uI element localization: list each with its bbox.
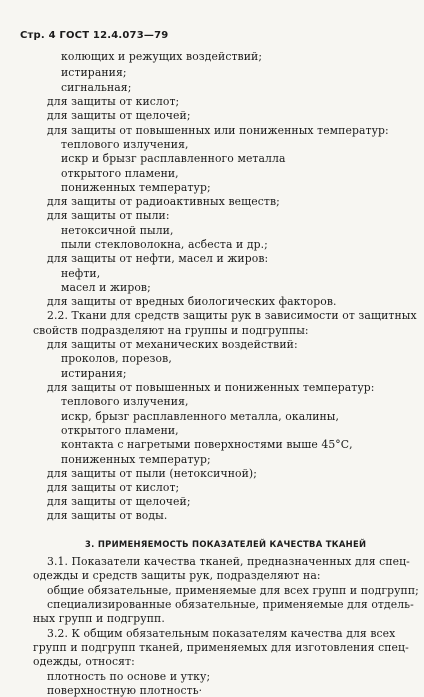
text-line: 3.2. К общим обязательным показателям качества для всех [47,627,396,640]
text-line: для защиты от нефти, масел и жиров: [47,252,269,265]
text-line: для защиты от повышенных и пониженных температур: [47,381,375,394]
text-line: специализированные обязательные, применяемые для отдель- [47,598,414,611]
page-header: Стр. 4 ГОСТ 12.4.073—79 [20,30,169,41]
text-line: одежды, относят: [33,655,135,668]
text-line: для защиты от повышенных или пониженных температур: [47,124,389,137]
text-line: открытого пламени, [61,167,179,180]
text-line: для защиты от механических воздействий: [47,338,298,351]
text-line: для защиты от пыли (нетоксичной); [47,467,257,480]
text-line: открытого пламени, [61,424,179,437]
text-line: проколов, порезов, [61,352,172,365]
text-line: 3.1. Показатели качества тканей, предназначенных для спец- [47,555,410,568]
text-line: одежды и средств защиты рук, подразделяют на: [33,569,321,582]
text-line: для защиты от радиоактивных веществ; [47,195,280,208]
text-line: колющих и режущих воздействий; [61,50,263,63]
text-line: для защиты от кислот; [47,481,180,494]
text-line: поверхностную плотность· [47,684,203,697]
text-line: групп и подгрупп тканей, применяемых для изготовления спец- [33,641,409,654]
text-line: масел и жиров; [61,281,151,294]
text-line: теплового излучения, [61,395,189,408]
text-line: 2.2. Ткани для средств защиты рук в зависимости от защитных [47,309,417,322]
text-line: ных групп и подгрупп. [33,612,165,625]
text-line: общие обязательные, применяемые для всех групп и подгрупп; [47,584,419,597]
text-line: для защиты от пыли: [47,209,170,222]
text-line: контакта с нагретыми поверхностями выше 45°С, [61,438,353,451]
text-line: теплового излучения, [61,138,189,151]
section-title: 3. ПРИМЕНЯЕМОСТЬ ПОКАЗАТЕЛЕЙ КАЧЕСТВА ТКАНЕЙ [85,539,367,549]
text-line: для защиты от воды. [47,509,168,522]
text-line: нефти, [61,267,101,280]
text-line: для защиты от кислот; [47,95,180,108]
text-line: пониженных температур; [61,181,211,194]
text-line: нетоксичной пыли, [61,224,174,237]
text-line: для защиты от вредных биологических факторов. [47,295,337,308]
text-line: для защиты от щелочей; [47,109,191,122]
text-line: искр, брызг расплавленного металла, окалины, [61,410,340,423]
text-line: сигнальная; [61,81,132,94]
text-line: истирания; [61,66,127,79]
text-line: пониженных температур; [61,453,211,466]
text-line: для защиты от щелочей; [47,495,191,508]
text-line: плотность по основе и утку; [47,670,211,683]
text-line: истирания; [61,367,127,380]
text-line: искр и брызг расплавленного металла [61,152,286,165]
text-line: свойств подразделяют на группы и подгруппы: [33,324,309,337]
text-line: пыли стекловолокна, асбеста и др.; [61,238,268,251]
